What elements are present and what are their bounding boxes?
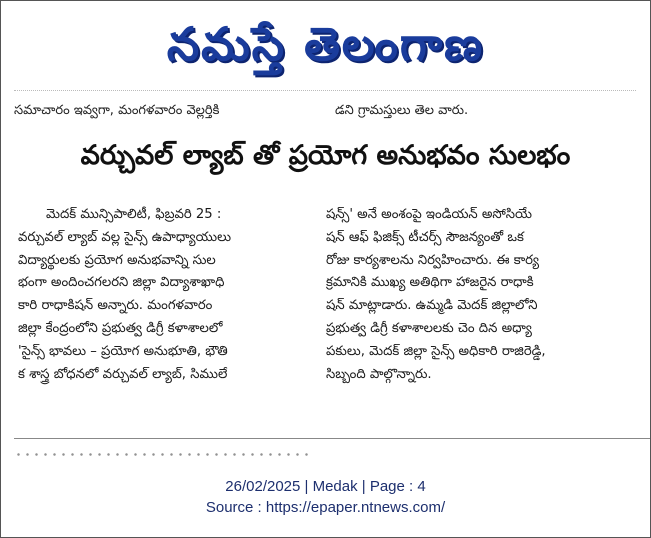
article-line: జిల్లా కేంద్రంలోని ప్రభుత్వ డిగ్రీ కళాశాలలో bbox=[18, 320, 223, 336]
previous-article-snippet-right: డని గ్రామస్తులు తెల వారు. bbox=[335, 103, 469, 118]
article-line: సిబ్బంది పాల్గొన్నారు. bbox=[326, 366, 432, 382]
article-column-right bbox=[326, 204, 624, 386]
clipping-bottom-edge bbox=[14, 446, 314, 458]
article-line: భంగా అందించగలరని జిల్లా విద్యాశాఖాధి bbox=[18, 275, 225, 291]
article-bottom-rule bbox=[14, 438, 650, 439]
source-link[interactable]: Source : https://epaper.ntnews.com/ bbox=[205, 499, 446, 516]
article-line: ప్రభుత్వ డిగ్రీ కళాశాలలకు చెం దిన అధ్యా bbox=[326, 320, 532, 336]
article-line: రోజు కార్యశాలను నిర్వహించారు. ఈ కార్య bbox=[326, 252, 540, 268]
clipping-top-edge bbox=[14, 90, 636, 99]
article-line: షన్ మాట్లాడారు. ఉమ్మడి మెదక్ జిల్లాలోని bbox=[326, 298, 538, 314]
previous-article-snippet-left: సమాచారం ఇవ్వగా, మంగళవారం వెల్లర్తికి bbox=[14, 103, 220, 118]
article-line: 'సైన్స్ భావలు – ప్రయోగ అనుభూతి, భౌతి bbox=[18, 343, 228, 359]
article-line: షన్స్' అనే అంశంపై ఇండియన్ అసోసియే bbox=[326, 207, 532, 222]
article-line: మెదక్ మున్సిపాలిటీ, ఫిబ్రవరి 25 : bbox=[46, 207, 222, 222]
article-line: క శాస్త్ర బోధనలో వర్చువల్ ల్యాబ్, సిములే bbox=[18, 366, 228, 382]
article-line: పకులు, మెదక్ జిల్లా సైన్స్ అధికారి రాజిరెడ్డి, bbox=[326, 343, 546, 359]
article-line: కారి రాధాకిషన్ అన్నారు. మంగళవారం bbox=[18, 298, 213, 314]
newspaper-masthead: నమస్తే తెలంగాణ bbox=[166, 17, 485, 71]
edition-info: 26/02/2025 | Medak | Page : 4 bbox=[225, 478, 426, 495]
article-column-left bbox=[18, 204, 316, 386]
article-line: వర్చువల్ ల్యాబ్ వల్ల సైన్స్ ఉపాధ్యాయులు bbox=[18, 229, 232, 245]
article-line: విద్యార్థులకు ప్రయోగ అనుభవాన్ని సుల bbox=[18, 252, 216, 268]
article-line: క్రమానికి ముఖ్య అతిథిగా హాజరైన రాధాకి bbox=[326, 275, 534, 291]
article-headline: వర్చువల్ ల్యాబ్ తో ప్రయోగ అనుభవం సులభం bbox=[80, 140, 571, 171]
article-line: షన్ ఆఫ్ ఫిజిక్స్ టీచర్స్ సౌజన్యంతో ఒక bbox=[326, 229, 524, 245]
